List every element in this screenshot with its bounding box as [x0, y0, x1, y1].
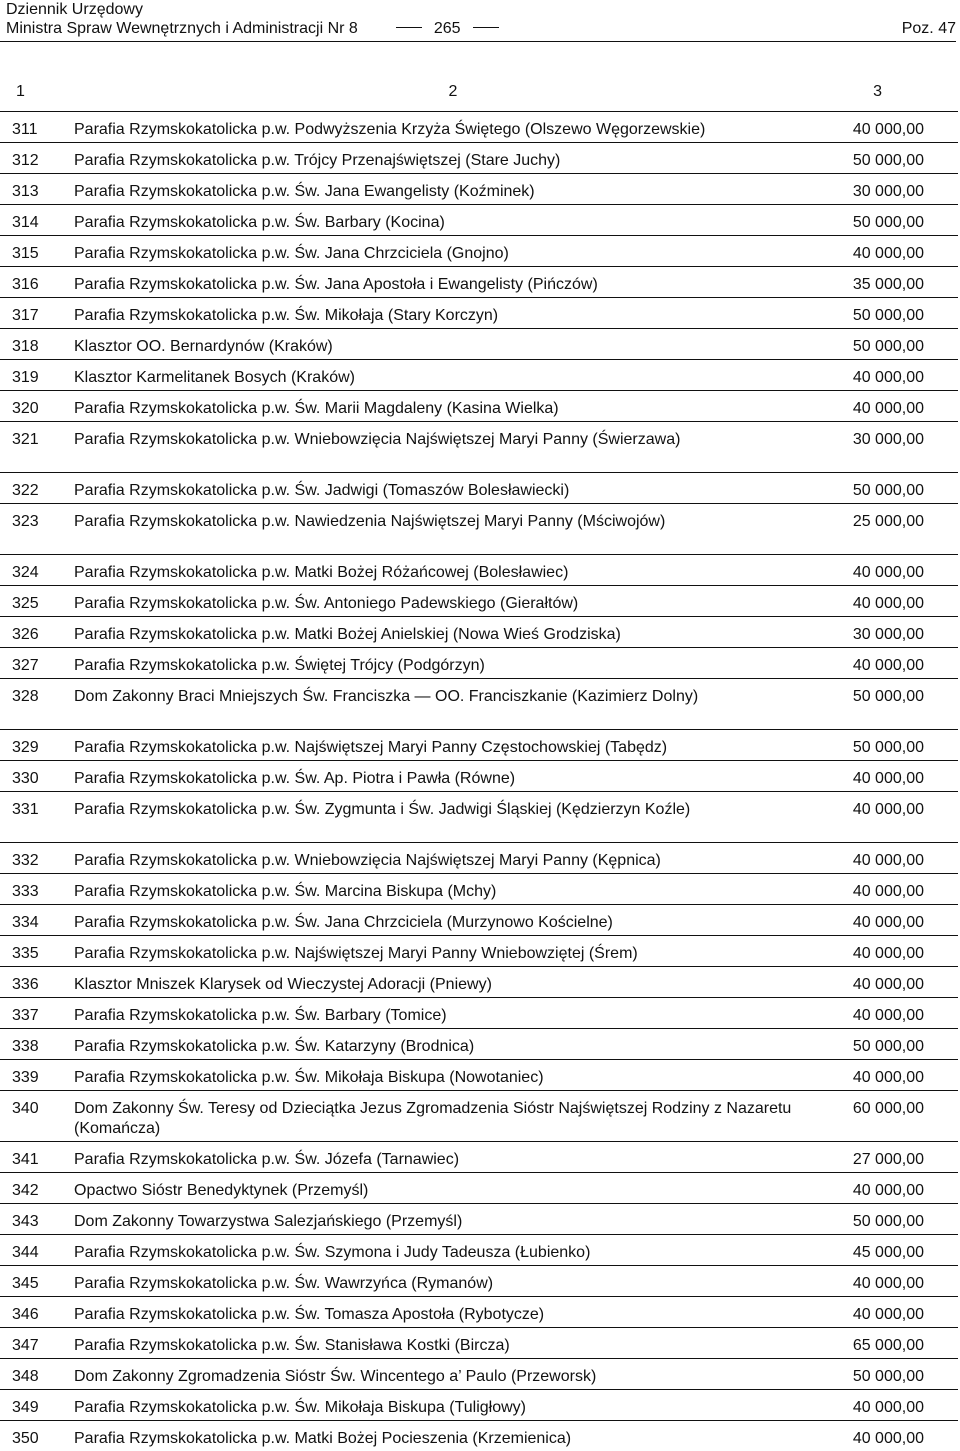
- row-name: Parafia Rzymskokatolicka p.w. Św. Mikołaja (Stary Korczyn): [62, 298, 844, 329]
- row-name: Parafia Rzymskokatolicka p.w. Św. Mikołaja Biskupa (Tuligłowy): [62, 1390, 844, 1421]
- table-body: [0, 78, 958, 1451]
- row-amount: 40 000,00: [844, 761, 958, 792]
- row-number: 314: [0, 205, 62, 236]
- row-amount: 40 000,00: [844, 843, 958, 874]
- row-name: Parafia Rzymskokatolicka p.w. Św. Tomasza Apostoła (Rybotycze): [62, 1297, 844, 1328]
- table-row: [0, 792, 958, 843]
- row-number: 339: [0, 1060, 62, 1091]
- row-name: Parafia Rzymskokatolicka p.w. Św. Marcina Biskupa (Mchy): [62, 874, 844, 905]
- row-number: 338: [0, 1029, 62, 1060]
- row-amount: 40 000,00: [844, 1421, 958, 1451]
- table-row: [0, 112, 958, 143]
- row-number: 336: [0, 967, 62, 998]
- row-amount: 40 000,00: [844, 648, 958, 679]
- row-name: Parafia Rzymskokatolicka p.w. Św. Jana Chrzciciela (Murzynowo Kościelne): [62, 905, 844, 936]
- row-number: 347: [0, 1328, 62, 1359]
- row-amount: 40 000,00: [844, 874, 958, 905]
- position-label: Poz. 47: [902, 19, 956, 38]
- dash-right: [473, 27, 499, 28]
- row-amount: 40 000,00: [844, 555, 958, 586]
- row-amount: 27 000,00: [844, 1142, 958, 1173]
- table-row: [0, 236, 958, 267]
- row-amount: 50 000,00: [844, 329, 958, 360]
- row-name: Parafia Rzymskokatolicka p.w. Podwyższenia Krzyża Świętego (Olszewo Węgorzewskie): [62, 112, 844, 143]
- table-row: [0, 1390, 958, 1421]
- table-row: [0, 473, 958, 504]
- row-amount: 30 000,00: [844, 617, 958, 648]
- table-row: [0, 1297, 958, 1328]
- row-name: Parafia Rzymskokatolicka p.w. Św. Barbary (Kocina): [62, 205, 844, 236]
- row-number: 329: [0, 730, 62, 761]
- table-row: [0, 617, 958, 648]
- page-number: 265: [434, 20, 461, 37]
- row-number: 343: [0, 1204, 62, 1235]
- row-name: Parafia Rzymskokatolicka p.w. Św. Ap. Piotra i Pawła (Równe): [62, 761, 844, 792]
- row-amount: 40 000,00: [844, 391, 958, 422]
- row-name: Parafia Rzymskokatolicka p.w. Św. Jana Apostoła i Ewangelisty (Pińczów): [62, 267, 844, 298]
- row-number: 317: [0, 298, 62, 329]
- table-row: [0, 761, 958, 792]
- row-name: Parafia Rzymskokatolicka p.w. Matki Bożej Pocieszenia (Krzemienica): [62, 1421, 844, 1451]
- page-header: [6, 0, 956, 42]
- row-number: 345: [0, 1266, 62, 1297]
- row-name: Klasztor Karmelitanek Bosych (Kraków): [62, 360, 844, 391]
- table-row: [0, 967, 958, 998]
- row-amount: 50 000,00: [844, 473, 958, 504]
- row-amount: 40 000,00: [844, 586, 958, 617]
- row-name: Parafia Rzymskokatolicka p.w. Św. Mikołaja Biskupa (Nowotaniec): [62, 1060, 844, 1091]
- row-number: 333: [0, 874, 62, 905]
- column-header-2: 2: [62, 78, 844, 112]
- row-name: Parafia Rzymskokatolicka p.w. Trójcy Przenajświętszej (Stare Juchy): [62, 143, 844, 174]
- row-amount: 40 000,00: [844, 1173, 958, 1204]
- table-row: [0, 360, 958, 391]
- row-number: 318: [0, 329, 62, 360]
- row-number: 342: [0, 1173, 62, 1204]
- row-number: 324: [0, 555, 62, 586]
- row-number: 341: [0, 1142, 62, 1173]
- table-row: [0, 329, 958, 360]
- row-name: Klasztor Mniszek Klarysek od Wieczystej Adoracji (Pniewy): [62, 967, 844, 998]
- row-amount: 60 000,00: [844, 1091, 958, 1142]
- row-amount: 35 000,00: [844, 267, 958, 298]
- table-row: [0, 422, 958, 473]
- row-name: Parafia Rzymskokatolicka p.w. Św. Katarzyny (Brodnica): [62, 1029, 844, 1060]
- row-amount: 40 000,00: [844, 936, 958, 967]
- row-number: 321: [0, 422, 62, 473]
- dash-left: [396, 27, 422, 28]
- row-number: 311: [0, 112, 62, 143]
- row-name: Parafia Rzymskokatolicka p.w. Św. Szymona i Judy Tadeusza (Łubienko): [62, 1235, 844, 1266]
- row-name: Parafia Rzymskokatolicka p.w. Wniebowzięcia Najświętszej Maryi Panny (Kępnica): [62, 843, 844, 874]
- row-amount: 50 000,00: [844, 1029, 958, 1060]
- ministry-issue: Ministra Spraw Wewnętrznych i Administracji Nr 8: [6, 20, 358, 37]
- table-row: [0, 504, 958, 555]
- row-number: 320: [0, 391, 62, 422]
- table-row: [0, 648, 958, 679]
- row-name: Parafia Rzymskokatolicka p.w. Św. Zygmunta i Św. Jadwigi Śląskiej (Kędzierzyn Koźle): [62, 792, 844, 843]
- row-number: 313: [0, 174, 62, 205]
- table-row: [0, 1060, 958, 1091]
- table-row: [0, 730, 958, 761]
- row-amount: 40 000,00: [844, 905, 958, 936]
- row-number: 348: [0, 1359, 62, 1390]
- table-row: [0, 843, 958, 874]
- row-number: 337: [0, 998, 62, 1029]
- journal-subtitle: [6, 19, 511, 38]
- row-name: Parafia Rzymskokatolicka p.w. Św. Antoniego Padewskiego (Gierałtów): [62, 586, 844, 617]
- row-name: Parafia Rzymskokatolicka p.w. Matki Bożej Różańcowej (Bolesławiec): [62, 555, 844, 586]
- table-row: [0, 874, 958, 905]
- row-number: 332: [0, 843, 62, 874]
- row-amount: 50 000,00: [844, 730, 958, 761]
- row-amount: 40 000,00: [844, 998, 958, 1029]
- row-amount: 40 000,00: [844, 112, 958, 143]
- row-name: Dom Zakonny Braci Mniejszych Św. Franciszka — OO. Franciszkanie (Kazimierz Dolny): [62, 679, 844, 730]
- row-name: Parafia Rzymskokatolicka p.w. Św. Wawrzyńca (Rymanów): [62, 1266, 844, 1297]
- row-name: Opactwo Sióstr Benedyktynek (Przemyśl): [62, 1173, 844, 1204]
- row-number: 349: [0, 1390, 62, 1421]
- row-amount: 40 000,00: [844, 1390, 958, 1421]
- row-number: 325: [0, 586, 62, 617]
- row-name: Parafia Rzymskokatolicka p.w. Najświętszej Maryi Panny Częstochowskiej (Tabędz): [62, 730, 844, 761]
- row-number: 334: [0, 905, 62, 936]
- row-amount: 50 000,00: [844, 298, 958, 329]
- row-name: Dom Zakonny Towarzystwa Salezjańskiego (Przemyśl): [62, 1204, 844, 1235]
- table-row: [0, 205, 958, 236]
- table-row: [0, 267, 958, 298]
- row-amount: 50 000,00: [844, 679, 958, 730]
- table-row: [0, 1091, 958, 1142]
- row-amount: 50 000,00: [844, 1204, 958, 1235]
- row-name: Parafia Rzymskokatolicka p.w. Wniebowzięcia Najświętszej Maryi Panny (Świerzawa): [62, 422, 844, 473]
- row-name: Parafia Rzymskokatolicka p.w. Nawiedzenia Najświętszej Maryi Panny (Mściwojów): [62, 504, 844, 555]
- header-rule: [0, 41, 956, 42]
- row-number: 346: [0, 1297, 62, 1328]
- row-name: Parafia Rzymskokatolicka p.w. Św. Jana Chrzciciela (Gnojno): [62, 236, 844, 267]
- row-number: 316: [0, 267, 62, 298]
- row-name: Parafia Rzymskokatolicka p.w. Najświętszej Maryi Panny Wniebowziętej (Śrem): [62, 936, 844, 967]
- row-amount: 50 000,00: [844, 205, 958, 236]
- table-row: [0, 298, 958, 329]
- table-row: [0, 1421, 958, 1451]
- row-amount: 25 000,00: [844, 504, 958, 555]
- row-number: 350: [0, 1421, 62, 1451]
- table-row: [0, 936, 958, 967]
- row-amount: 50 000,00: [844, 143, 958, 174]
- table-row: [0, 1204, 958, 1235]
- allocation-table: [0, 78, 958, 1451]
- row-amount: 50 000,00: [844, 1359, 958, 1390]
- table-row: [0, 1266, 958, 1297]
- row-amount: 40 000,00: [844, 1060, 958, 1091]
- table-row: [0, 998, 958, 1029]
- row-amount: 45 000,00: [844, 1235, 958, 1266]
- row-amount: 40 000,00: [844, 1297, 958, 1328]
- row-number: 344: [0, 1235, 62, 1266]
- row-number: 323: [0, 504, 62, 555]
- row-number: 330: [0, 761, 62, 792]
- table-row: [0, 1328, 958, 1359]
- table-row: [0, 905, 958, 936]
- row-number: 315: [0, 236, 62, 267]
- row-name: Parafia Rzymskokatolicka p.w. Św. Marii Magdaleny (Kasina Wielka): [62, 391, 844, 422]
- row-name: Dom Zakonny Św. Teresy od Dzieciątka Jezus Zgromadzenia Sióstr Najświętszej Rodziny z Nazaretu (Komańcza): [62, 1091, 844, 1142]
- row-number: 322: [0, 473, 62, 504]
- row-name: Parafia Rzymskokatolicka p.w. Św. Barbary (Tomice): [62, 998, 844, 1029]
- row-name: Parafia Rzymskokatolicka p.w. Św. Jadwigi (Tomaszów Bolesławiecki): [62, 473, 844, 504]
- row-amount: 30 000,00: [844, 174, 958, 205]
- row-amount: 40 000,00: [844, 792, 958, 843]
- journal-title: Dziennik Urzędowy: [6, 0, 143, 19]
- table-row: [0, 679, 958, 730]
- column-header-1: 1: [0, 78, 62, 112]
- row-amount: 30 000,00: [844, 422, 958, 473]
- table-row: [0, 174, 958, 205]
- row-amount: 40 000,00: [844, 360, 958, 391]
- table-row: [0, 391, 958, 422]
- column-header-row: [0, 78, 958, 112]
- table-row: [0, 555, 958, 586]
- row-name: Dom Zakonny Zgromadzenia Sióstr Św. Wincentego a’ Paulo (Przeworsk): [62, 1359, 844, 1390]
- row-name: Parafia Rzymskokatolicka p.w. Św. Józefa (Tarnawiec): [62, 1142, 844, 1173]
- table-row: [0, 1235, 958, 1266]
- row-number: 312: [0, 143, 62, 174]
- row-name: Parafia Rzymskokatolicka p.w. Matki Bożej Anielskiej (Nowa Wieś Grodziska): [62, 617, 844, 648]
- row-name: Parafia Rzymskokatolicka p.w. Św. Stanisława Kostki (Bircza): [62, 1328, 844, 1359]
- row-name: Klasztor OO. Bernardynów (Kraków): [62, 329, 844, 360]
- row-number: 340: [0, 1091, 62, 1142]
- column-header-3: 3: [844, 78, 958, 112]
- table-row: [0, 143, 958, 174]
- table-row: [0, 1029, 958, 1060]
- row-number: 328: [0, 679, 62, 730]
- table-row: [0, 1359, 958, 1390]
- row-number: 326: [0, 617, 62, 648]
- row-number: 335: [0, 936, 62, 967]
- table-row: [0, 586, 958, 617]
- row-number: 331: [0, 792, 62, 843]
- row-name: Parafia Rzymskokatolicka p.w. Św. Jana Ewangelisty (Koźminek): [62, 174, 844, 205]
- table-row: [0, 1173, 958, 1204]
- table-row: [0, 1142, 958, 1173]
- row-number: 319: [0, 360, 62, 391]
- row-name: Parafia Rzymskokatolicka p.w. Świętej Trójcy (Podgórzyn): [62, 648, 844, 679]
- row-amount: 40 000,00: [844, 1266, 958, 1297]
- row-amount: 65 000,00: [844, 1328, 958, 1359]
- row-number: 327: [0, 648, 62, 679]
- row-amount: 40 000,00: [844, 236, 958, 267]
- row-amount: 40 000,00: [844, 967, 958, 998]
